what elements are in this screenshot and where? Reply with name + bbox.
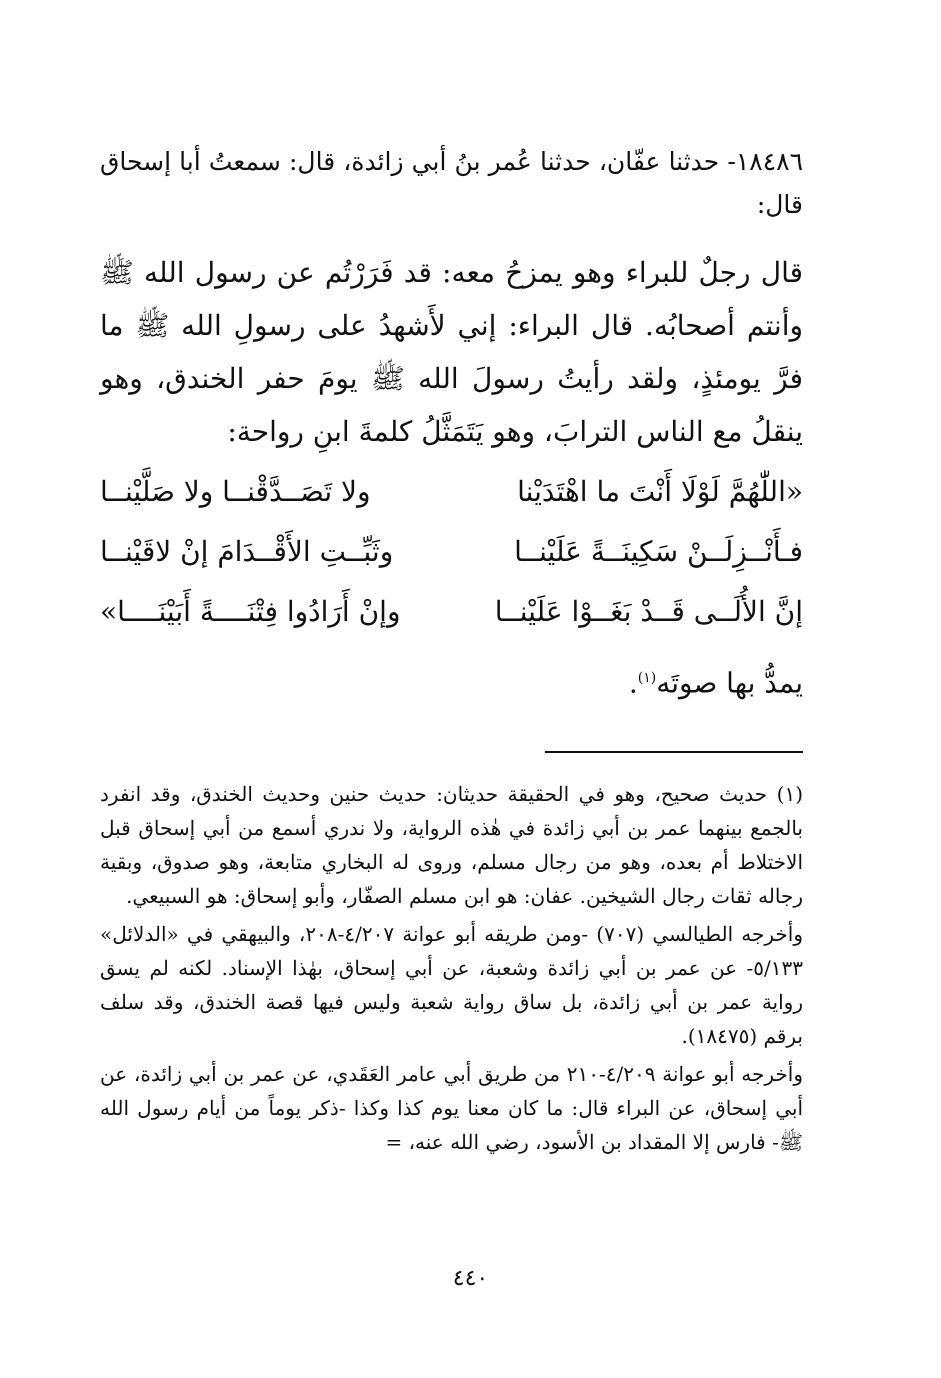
footnotes: [100, 777, 803, 1159]
poem-hemistich-first: فـأَنْــزِلَــنْ سَكِينَــةً عَلَيْنــا: [514, 535, 803, 568]
after-poem-text: يمدُّ بها صوتَه: [656, 666, 803, 700]
poem-hemistich-second: وثَبِّــتِ الأَقْــدَامَ إنْ لاقَيْنــا: [100, 535, 394, 568]
footnote-separator: [545, 751, 803, 753]
hadith-intro: ١٨٤٨٦- حدثنا عفّان، حدثنا عُمر بنُ أبي زائدة، قال: سمعتُ أبا إسحاق قال:: [100, 147, 803, 219]
poem: [100, 462, 803, 642]
poem-verse: [100, 462, 803, 522]
page-content: [100, 140, 803, 1163]
poem-hemistich-second: ولا تَصَــدَّقْنــا ولا صَلَّيْنــا: [100, 475, 371, 508]
footnote-paragraph: (١) حديث صحيح، وهو في الحقيقة حديثان: حديث حنين وحديث الخندق، وقد انفرد بالجمع بينهما عمر بن أبي زائدة في هٰذه الرواية، ولا ندري أسمع من أبي إسحاق قبل الاختلاط أم بعده، وهو من رجال مسلم، وروى له البخاري متابعة، وهو صدوق، وبقية رجاله ثقات رجال الشيخين. عفان: هو ابن مسلم الصفّار، وأبو إسحاق: هو السبيعي.: [100, 782, 803, 909]
footnote-paragraph: وأخرجه الطيالسي (٧٠٧) -ومن طريقه أبو عوانة ٤/٢٠٧-٢٠٨، والبيهقي في «الدلائل» ٥/١٣٣- عن عمر بن أبي زائدة وشعبة، عن أبي إسحاق، بهٰذا الإسناد. لكنه لم يسق رواية عمر بن أبي زائدة، بل ساق رواية شعبة وليس فيها قصة الخندق، وقد سلف برقم (١٨٤٧٥).: [100, 922, 804, 1049]
poem-hemistich-first: «اللّٰهُمَّ لَوْلَا أَنْتَ ما اهْتَدَيْنا: [517, 475, 803, 508]
hadith-body: قال رجلٌ للبراء وهو يمزحُ معه: قد فَرَرْتُم عن رسول الله ﷺ وأنتم أصحابُه. قال البراء: إني لأَشهدُ على رسولِ الله ﷺ ما فرَّ يومئذٍ، ولقد رأيتُ رسولَ الله ﷺ يومَ حفر الخندق، وهو ينقلُ مع الناس الترابَ، وهو يَتَمَثَّلُ كلمةَ ابنِ رواحة:: [100, 256, 803, 448]
after-poem-end: .: [628, 666, 638, 700]
after-poem-line: [100, 648, 803, 713]
poem-verse: [100, 582, 803, 642]
poem-hemistich-second: وإنْ أَرَادُوا فِتْنَــــةً أَبَيْنَــــا»: [100, 595, 401, 628]
page-number: ٤٤٠: [452, 1266, 489, 1291]
poem-verse: [100, 522, 803, 582]
poem-hemistich-first: إنَّ الأُلَــى قَــدْ بَغَــوْا عَلَيْنــا: [494, 595, 803, 628]
footnote-marker: (١): [637, 670, 657, 686]
footnote-paragraph: وأخرجه أبو عوانة ٤/٢٠٩-٢١٠ من طريق أبي عامر العَقَدي، عن عمر بن أبي زائدة، عن أبي إسحاق، عن البراء قال: ما كان معنا يوم كذا وكذا -ذكر يوماً من أيام رسول الله ﷺ- فارس إلا المقداد بن الأسود، رضي الله عنه، =: [100, 1062, 803, 1155]
